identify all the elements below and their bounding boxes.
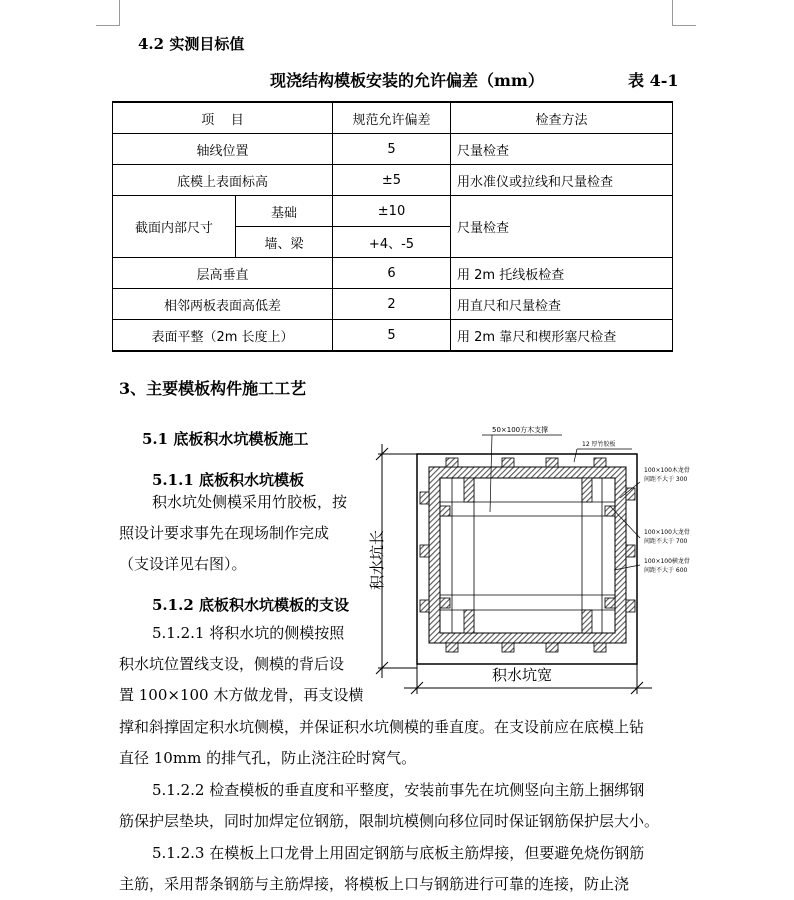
row-item: 相邻两板表面高低差 [113,289,333,320]
row-item: 轴线位置 [113,134,333,165]
row-method: 用 2m 靠尺和楔形塞尺检查 [451,320,673,352]
label-timber-keel-spacing: 间距不大于 300 [644,476,688,483]
row-method: 用 2m 托线板检查 [451,258,673,289]
crop-mark-right-v [672,0,673,26]
paragraph-line: （支设详见右图）。 [119,555,247,573]
label-pit-length: 积水坑长 [368,529,386,590]
paragraph-line: 5.1.2.3 在模板上口龙骨上用固定钢筋与底板主筋焊接，但要避免烧伤钢筋 [152,844,645,862]
row-subitem: 墙、梁 [236,227,333,258]
section-heading-5-1: 5.1 底板积水坑模板施工 [142,430,309,448]
paragraph-line: 积水坑处侧模采用竹胶板，按 [152,493,348,511]
paragraph-line: 5.1.2.1 将积水坑的侧模按照 [152,624,345,642]
label-timber-keel: 100×100木龙骨 [644,467,690,474]
label-main-keel: 100×100大龙骨 [644,529,690,536]
table-number: 表 4-1 [628,71,679,90]
table-row [113,289,673,320]
row-item: 表面平整（2m 长度上） [113,320,333,352]
header-tolerance: 规范允许偏差 [333,102,451,134]
row-method: 尺量检查 [451,196,673,258]
label-support: 50×100方木支撑 [492,426,549,434]
section-heading-5-1-2: 5.1.2 底板积水坑模板的支设 [152,596,349,614]
table-row [113,165,673,196]
row-tolerance: ±10 [333,196,451,227]
sump-pit-formwork-diagram [362,420,690,700]
row-item: 层高垂直 [113,258,333,289]
section-heading-4-2: 4.2 实测目标值 [138,35,245,53]
label-main-keel-spacing: 间距不大于 700 [644,538,688,545]
label-cross-keel-spacing: 间距不大于 600 [644,567,688,574]
paragraph-line: 置 100×100 木方做龙骨，再支设横 [119,686,364,704]
row-method: 用直尺和尺量检查 [451,289,673,320]
paragraph-line: 撑和斜撑固定积水坑侧模，并保证积水坑侧模的垂直度。在支设前应在底模上钻 [119,718,645,736]
table-row [113,134,673,165]
table-row [113,258,673,289]
paragraph-line: 积水坑位置线支设，侧模的背后设 [119,655,345,673]
label-plywood: 12 厚竹胶板 [582,441,616,448]
crop-mark-left-h [96,25,120,26]
paragraph-line: 照设计要求事先在现场制作完成 [119,524,330,542]
row-tolerance: 6 [333,258,451,289]
section-heading-3: 3、主要模板构件施工工艺 [119,379,307,398]
row-tolerance: 5 [333,320,451,352]
paragraph-line: 主筋，采用帮条钢筋与主筋焊接，将模板上口与钢筋进行可靠的连接，防止浇 [119,875,630,893]
tolerance-table [112,101,673,352]
paragraph-line: 直径 10mm 的排气孔，防止浇注砼时窝气。 [119,749,417,767]
table-row [113,320,673,352]
row-tolerance: +4、-5 [333,227,451,258]
row-method: 尺量检查 [451,134,673,165]
table-title: 现浇结构模板安装的允许偏差（mm） [270,71,544,90]
paragraph-line: 筋保护层垫块，同时加焊定位钢筋，限制坑模侧向移位同时保证钢筋保护层大小。 [119,812,660,830]
row-method: 用水准仪或拉线和尺量检查 [451,165,673,196]
paragraph-line: 5.1.2.2 检查模板的垂直度和平整度，安装前事先在坑侧竖向主筋上捆绑钢 [152,781,645,799]
label-pit-width: 积水坑宽 [492,666,553,684]
row-tolerance: 5 [333,134,451,165]
header-method: 检查方法 [451,102,673,134]
row-subitem: 基础 [236,196,333,227]
crop-mark-left-v [119,0,120,26]
row-tolerance: 2 [333,289,451,320]
table-header-row [113,102,673,134]
crop-mark-right-h [672,25,696,26]
label-cross-keel: 100×100横龙骨 [644,558,690,565]
formwork-wall [429,467,626,643]
header-item: 项 目 [113,102,333,134]
row-tolerance: ±5 [333,165,451,196]
table-row [113,196,673,227]
row-item: 底模上表面标高 [113,165,333,196]
section-heading-5-1-1: 5.1.1 底板积水坑模板 [152,471,304,489]
row-item: 截面内部尺寸 [113,196,236,258]
